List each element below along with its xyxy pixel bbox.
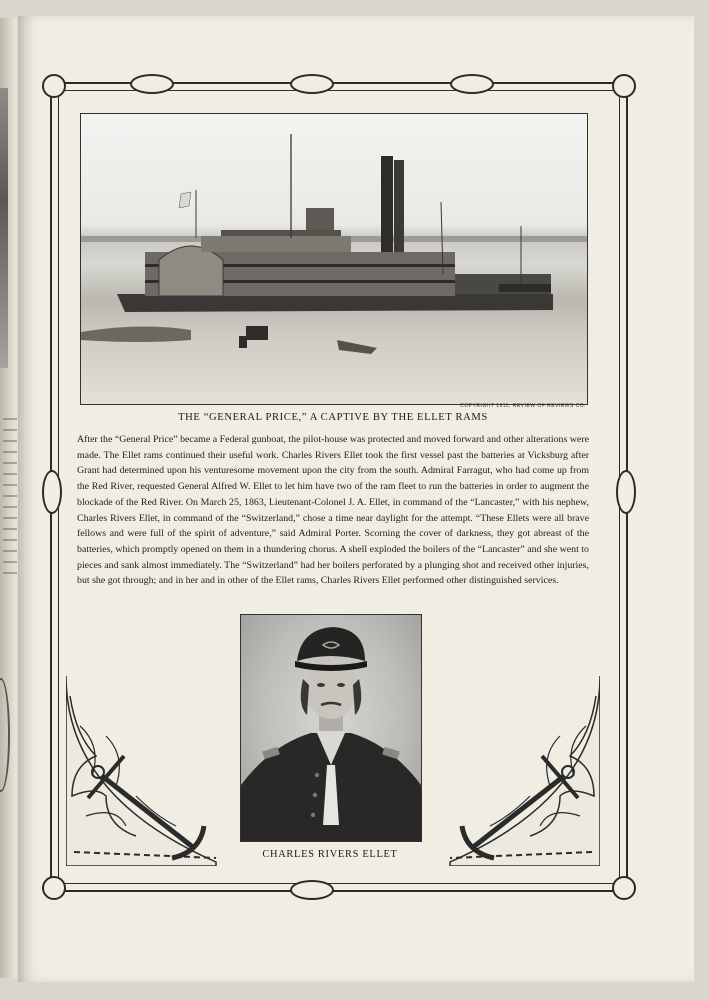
- rope-knot-ornament: [290, 74, 334, 94]
- rope-knot-ornament: [450, 74, 494, 94]
- rope-corner-ornament: [42, 876, 66, 900]
- rope-knot-ornament: [290, 880, 334, 900]
- previous-page-oval-edge: [0, 678, 10, 792]
- photo-copyright-notice: COPYRIGHT 1911, REVIEW OF REVIEWS CO.: [460, 403, 586, 409]
- anchor-corner-ornament-left: [66, 676, 226, 866]
- previous-page-text-edge: [3, 418, 17, 578]
- rope-knot-ornament: [42, 470, 62, 514]
- portrait-caption: CHARLES RIVERS ELLET: [262, 849, 398, 860]
- previous-page-photo-edge: [0, 88, 8, 368]
- body-paragraph: After the “General Price” became a Federal gunboat, the pilot-house was protected and moved forward and other alterations were made. The Ellet rams continued their useful work. Charles Rivers Ellet took the first vessel past the batteries at Vicksburg after Grant had determined upon his venturesome movement upon the city from the south. Admiral Farragut, who had come up from the Red River, requested General Alfred W. Ellet to let him have two of the ram fleet to run the batteries in order to augment the blockade of the Red River. On March 25, 1863, Lieutenant-Colonel J. A. Ellet, in command of the “Lancaster,” with his nephew, Charles Rivers Ellet, in command of the “Switzerland,” chose a time near daylight for the attempt. “These Ellets were all brave fellows and were full of the spirit of adventure,” said Admiral Porter. Scorning the cover of darkness, they got abreast of the batteries, which promptly opened on them in a thundering chorus. A shell exploded the boilers of the “Lancaster” and she went to pieces and sank almost immediately. The “Switzerland” had her boilers perforated by a plunging shot and received other injuries, but she got through; and in her and in other of the Ellet rams, Charles Rivers Ellet performed other distinguished services.: [77, 434, 589, 587]
- anchor-corner-ornament-right: [440, 676, 600, 866]
- portrait-photograph: [240, 614, 422, 842]
- ship-photograph-drawing: [81, 114, 587, 404]
- rope-knot-ornament: [130, 74, 174, 94]
- anchor-icon: [66, 676, 226, 866]
- anchor-icon: [440, 676, 600, 866]
- rope-corner-ornament: [612, 876, 636, 900]
- rope-corner-ornament: [612, 74, 636, 98]
- ship-photo-caption: THE “GENERAL PRICE,” A CAPTIVE BY THE ELLET RAMS: [178, 412, 488, 423]
- ship-photograph: [80, 113, 588, 405]
- rope-corner-ornament: [42, 74, 66, 98]
- rope-knot-ornament: [616, 470, 636, 514]
- portrait-photograph-drawing: [241, 615, 421, 841]
